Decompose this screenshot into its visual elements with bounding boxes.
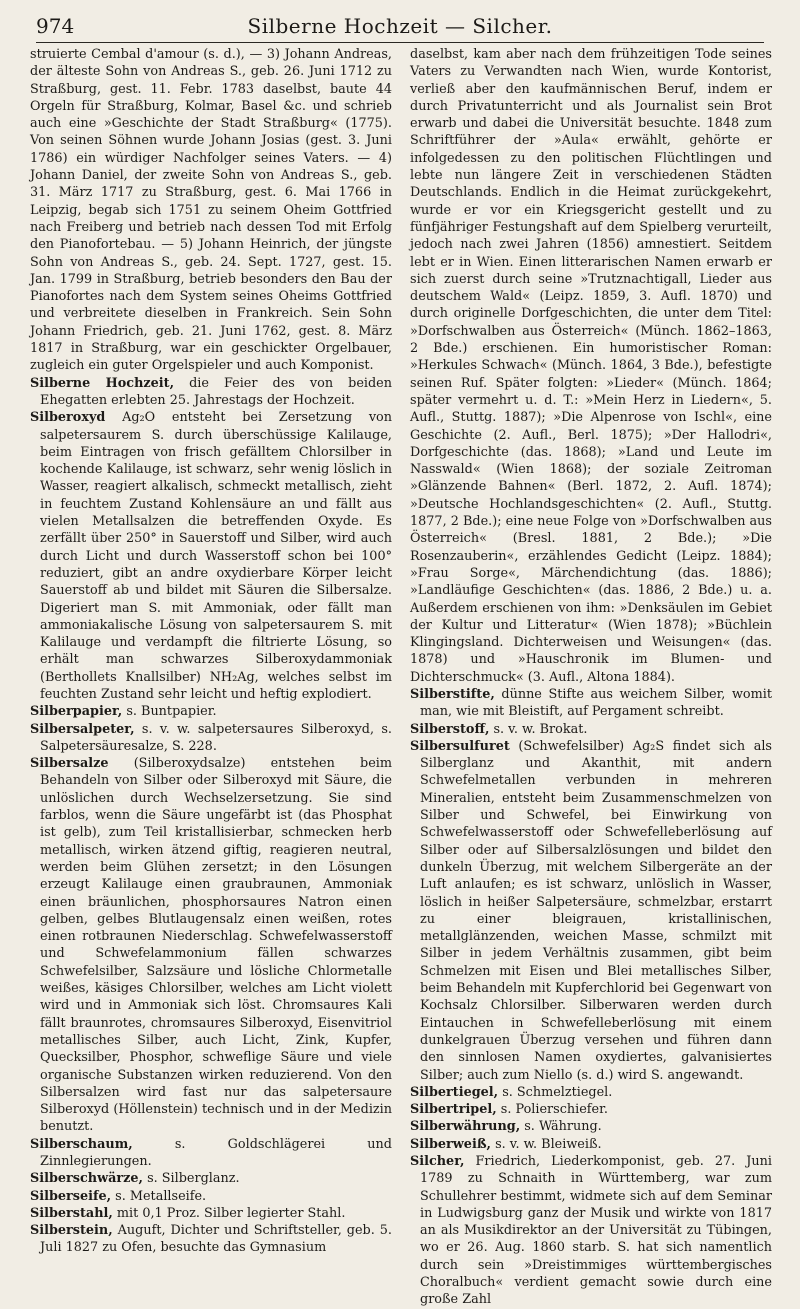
entry-text: s. v. w. Bleiweiß. bbox=[491, 1136, 602, 1152]
entry-text: mit 0,1 Proz. Silber legierter Stahl. bbox=[112, 1205, 346, 1221]
headword: Silcher, bbox=[410, 1154, 465, 1169]
entry-text: s. Buntpapier. bbox=[122, 704, 217, 720]
entry-silberwaehrung bbox=[410, 1118, 772, 1135]
entry-text: s. v. w. Brokat. bbox=[489, 721, 588, 737]
entry-silberschwaerze bbox=[30, 1170, 392, 1187]
entry-silberstahl bbox=[30, 1205, 392, 1222]
right-column bbox=[410, 46, 772, 1308]
entry-silberne-hochzeit bbox=[30, 375, 392, 410]
headword: Silbersalze bbox=[30, 756, 109, 772]
continuation-paragraph: struierte Cembal d'amour (s. d.), — 3) Johann Andreas, der älteste Sohn von Andreas S., geb. 26. Juni 1712 zu Straßburg, gest. 11. Febr. 1783 daselbst, baute 44 Orgeln für Straßburg, Kolmar, Basel &c. und schrieb auch eine »Geschichte der Stadt Straßburg« (1775). Von seinen Söhnen wurde Johann Josias (gest. 3. Juni 1786) ein würdiger Nachfolger seines Vaters. — 4) Johann Daniel, der zweite Sohn von Andreas S., geb. 31. März 1717 zu Straßburg, gest. 6. Mai 1766 in Leipzig, begab sich 1751 zu seinem Oheim Gottfried nach Freiberg und betrieb nach dessen Tod mit Erfolg den Pianofortebau. — 5) Johann Heinrich, der jüngste Sohn von Andreas S., geb. 24. Sept. 1727, gest. 15. Jan. 1799 in Straßburg, betrieb besonders den Bau der Pianofortes nach dem System seines Oheims Gottfried und verbreitete dieselben in Frankreich. Sein Sohn Johann Friedrich, geb. 21. Juni 1762, gest. 8. März 1817 in Straßburg, war ein geschickter Orgelbauer, zugleich ein guter Orgelspieler und auch Komponist. bbox=[30, 47, 392, 374]
entry-text: die Feier des von beiden Ehegatten erlebten 25. Jahrestags der Hochzeit. bbox=[40, 375, 392, 408]
entry-silberschaum bbox=[30, 1136, 392, 1171]
headword: Silberoxyd bbox=[30, 410, 106, 426]
headword: Silberstoff, bbox=[410, 721, 490, 737]
headword: Silberne Hochzeit, bbox=[30, 375, 175, 391]
entry-silberstifte bbox=[410, 686, 772, 721]
entry-silberstoff bbox=[410, 721, 772, 738]
entry-text: s. v. w. salpetersaures Silberoxyd, s. Salpetersäuresalze, S. 228. bbox=[40, 721, 392, 754]
headword: Silbertripel, bbox=[410, 1102, 497, 1118]
entry-silbertiegel bbox=[410, 1084, 772, 1101]
page-header bbox=[36, 12, 764, 43]
entry-text: s. Währung. bbox=[520, 1119, 602, 1135]
headword: Silberseife, bbox=[30, 1188, 112, 1204]
entry-text: Ag₂O entsteht bei Zersetzung von salpetersaurem S. durch überschüssige Kalilauge, beim Eintragen von frisch gefälltem Chlorsilber in kochende Kalilauge, ist schwarz, sehr wenig löslich in Wasser, reagiert alkalisch, schmeckt metallisch, zieht in feuchtem Zustand Kohlensäure an und fällt aus vielen Metallsalzen die betreffenden Oxyde. Es zerfällt über 250° in Sauerstoff und Silber, wird auch durch Licht und durch Wasserstoff schon bei 100° reduziert, gibt an andre oxydierbare Körper leicht Sauerstoff ab und bildet mit Säuren die Silbersalze. Digeriert man S. mit Ammoniak, oder fällt man ammoniakalische Lösung von salpetersaurem S. mit Kalilauge und verdampft die filtrierte Lösung, so erhält man schwarzes Silberoxydammoniak (Berthollets Knallsilber) NH₂Ag, welches selbst im feuchten Zustand sehr leicht und heftig explodiert. bbox=[40, 410, 392, 702]
running-title: Silberne Hochzeit — Silcher. bbox=[247, 14, 553, 38]
entry-silberseife bbox=[30, 1188, 392, 1205]
headword: Silberstein, bbox=[30, 1223, 113, 1239]
entry-silberoxyd bbox=[30, 409, 392, 703]
left-column bbox=[30, 46, 392, 1261]
entry-silberpapier bbox=[30, 703, 392, 720]
page-number: 974 bbox=[36, 14, 75, 38]
entry-silbersulfuret bbox=[410, 738, 772, 1084]
entry-text: dünne Stifte aus weichem Silber, womit man, wie mit Bleistift, auf Pergament schreibt. bbox=[420, 686, 772, 720]
headword: Silberstifte, bbox=[410, 686, 495, 702]
entry-text: s. Silberglanz. bbox=[143, 1171, 240, 1187]
headword: Silberstahl, bbox=[30, 1205, 113, 1221]
headword: Silbertiegel, bbox=[410, 1084, 499, 1100]
entry-text: (Silberoxydsalze) entstehen beim Behandeln von Silber oder Silberoxyd mit Säure, die unlöslichen durch Wechselzersetzung. Sie sind farblos, wenn die Säure ungefärbt ist (das Phosphat ist gelb), zum Teil kristallisierbar, schmecken herb metallisch, wirken ätzend giftig, reagieren neutral, werden beim Glühen zersetzt; in den Lösungen erzeugt Kalilauge einen graubraunen, Ammoniak einen bräunlichen, phosphorsaures Natron einen gelben, gelbes Blutlaugensalz einen weißen, rotes einen rotbraunen Niederschlag. Schwefelwasserstoff und Schwefelammonium fällen schwarzes Schwefelsilber, Salzsäure und lösliche Chlormetalle weißes, käsiges Chlorsilber, welches am Licht violett wird und in Ammoniak sich löst. Chromsaures Kali fällt braunrotes, chromsaures Silberoxyd, Eisenvitriol metallisches Silber, auch Licht, Zink, Kupfer, Quecksilber, Phosphor, schweflige Säure und viele organische Substanzen wirken reduzierend. Von den Silbersalzen wird fast nur das salpetersaure Silberoxyd (Höllenstein) technisch und in der Medizin benutzt. bbox=[40, 756, 392, 1135]
entry-silberstein bbox=[30, 1222, 392, 1257]
headword: Silberschaum, bbox=[30, 1136, 133, 1152]
entry-text: s. Polierschiefer. bbox=[496, 1102, 608, 1118]
entry-silberweiss bbox=[410, 1136, 772, 1153]
entry-text: (Schwefelsilber) Ag₂S findet sich als Silberglanz und Akanthit, mit andern Schwefelmetallen verbunden in mehreren Mineralien, entsteht beim Zusammenschmelzen von Silber und Schwefel, bei Einwirkung von Schwefelwasserstoff oder Schwefelleberlösung auf Silber oder auf Silbersalzlösungen und bildet den dunkeln Überzug, mit welchem Silbergeräte an der Luft anlaufen; es ist schwarz, unlöslich in Wasser, löslich in heißer Salpetersäure, schmelzbar, erstarrt zu einer bleigrauen, kristallinischen, metallglänzenden, weichen Masse, schmilzt mit Silber in jedem Verhältnis zusammen, gibt beim Schmelzen mit Eisen und Blei metallisches Silber, beim Behandeln mit Kupferchlorid bei Gegenwart von Kochsalz Chlorsilber. Silberwaren werden durch Eintauchen in Schwefelleberlösung mit einem dunkelgrauen Überzug versehen und führen dann den sinnlosen Namen oxydiertes, galvanisiertes Silber; auch zum Niello (s. d.) wird S. angewandt. bbox=[420, 738, 772, 1083]
entry-silbertripel bbox=[410, 1101, 772, 1118]
entry-text: s. Metallseife. bbox=[111, 1188, 207, 1204]
headword: Silbersulfuret bbox=[410, 738, 510, 754]
entry-silbersalze bbox=[30, 755, 392, 1136]
headword: Silberweiß, bbox=[410, 1136, 491, 1152]
entry-silbersalpeter bbox=[30, 721, 392, 756]
entry-text: Auguft, Dichter und Schriftsteller, geb. 5. Juli 1827 zu Ofen, besuchte das Gymnasium bbox=[40, 1223, 392, 1256]
entry-text: Friedrich, Liederkomponist, geb. 27. Juni 1789 zu Schnaith in Württemberg, war zum Schullehrer bestimmt, widmete sich auf dem Seminar in Ludwigsburg ganz der Musik und wirkte von 1817 an als Musikdirektor an der Universität zu Tübingen, wo er 26. Aug. 1860 starb. S. hat sich namentlich durch sein »Dreistimmiges württembergisches Choralbuch« verdient gemacht sowie durch eine große Zahl bbox=[420, 1154, 772, 1308]
entry-text: s. Schmelztiegel. bbox=[498, 1084, 613, 1100]
entry-text: s. Goldschlägerei und Zinnlegierungen. bbox=[40, 1136, 392, 1169]
continuation-paragraph: daselbst, kam aber nach dem frühzeitigen Tode seines Vaters zu Verwandten nach Wien, wurde Kontorist, verließ aber den kaufmännischen Beruf, indem er durch Privatunterricht und als Journalist sein Brot erwarb und dabei die Universität besuchte. 1848 zum Schriftführer der »Aula« erwählt, gehörte er infolgedessen zu den politischen Flüchtlingen und lebte nun längere Zeit in verschiedenen Städten Deutschlands. Endlich in die Heimat zurückgekehrt, wurde er vor ein Kriegsgericht gestellt und zu fünfjähriger Festungshaft auf dem Spielberg verurteilt, jedoch nach zwei Jahren (1856) amnestiert. Seitdem lebt er in Wien. Einen litterarischen Namen erwarb er sich zuerst durch seine »Trutznachtigall, Lieder aus deutschem Wald« (Leipz. 1859, 3. Aufl. 1870) und durch originelle Dorfgeschichten, die unter dem Titel: »Dorfschwalben aus Österreich« (Münch. 1862–1863, 2 Bde.) erschienen. Ein humoristischer Roman: »Herkules Schwach« (Münch. 1864, 3 Bde.), befestigte seinen Ruf. Später folgten: »Lieder« (Münch. 1864; später vermehrt u. d. T.: »Mein Herz in Liedern«, 5. Aufl., Stuttg. 1887); »Die Alpenrose von Ischl«, eine Geschichte (2. Aufl., Berl. 1875); »Der Hallodri«, Dorfgeschichte (das. 1868); »Land und Leute im Nasswald« (Wien 1868); der soziale Zeitroman »Glänzende Bahnen« (Berl. 1872, 2. Aufl. 1874); »Deutsche Hochlandsgeschichten« (2. Aufl., Stuttg. 1877, 2 Bde.); eine neue Folge von »Dorfschwalben aus Österreich« (Bresl. 1881, 2 Bde.); »Die Rosenzauberin«, erzählendes Gedicht (Leipz. 1884); »Frau Sorge«, Märchendichtung (das. 1886); »Landläufige Geschichten« (das. 1886, 2 Bde.) u. a. Außerdem erschienen von ihm: »Denksäulen im Gebiet der Kultur und Litteratur« (Wien 1878); »Büchlein Klingingsland. Dichterweisen und Weisungen« (das. 1878) und »Hauschronik im Blumen- und Dichterschmuck« (3. Aufl., Altona 1884). bbox=[410, 47, 772, 685]
headword: Silberwährung, bbox=[410, 1119, 521, 1135]
headword: Silberpapier, bbox=[30, 704, 123, 720]
headword: Silbersalpeter, bbox=[30, 721, 135, 737]
entry-silcher bbox=[410, 1153, 772, 1309]
headword: Silberschwärze, bbox=[30, 1171, 144, 1187]
